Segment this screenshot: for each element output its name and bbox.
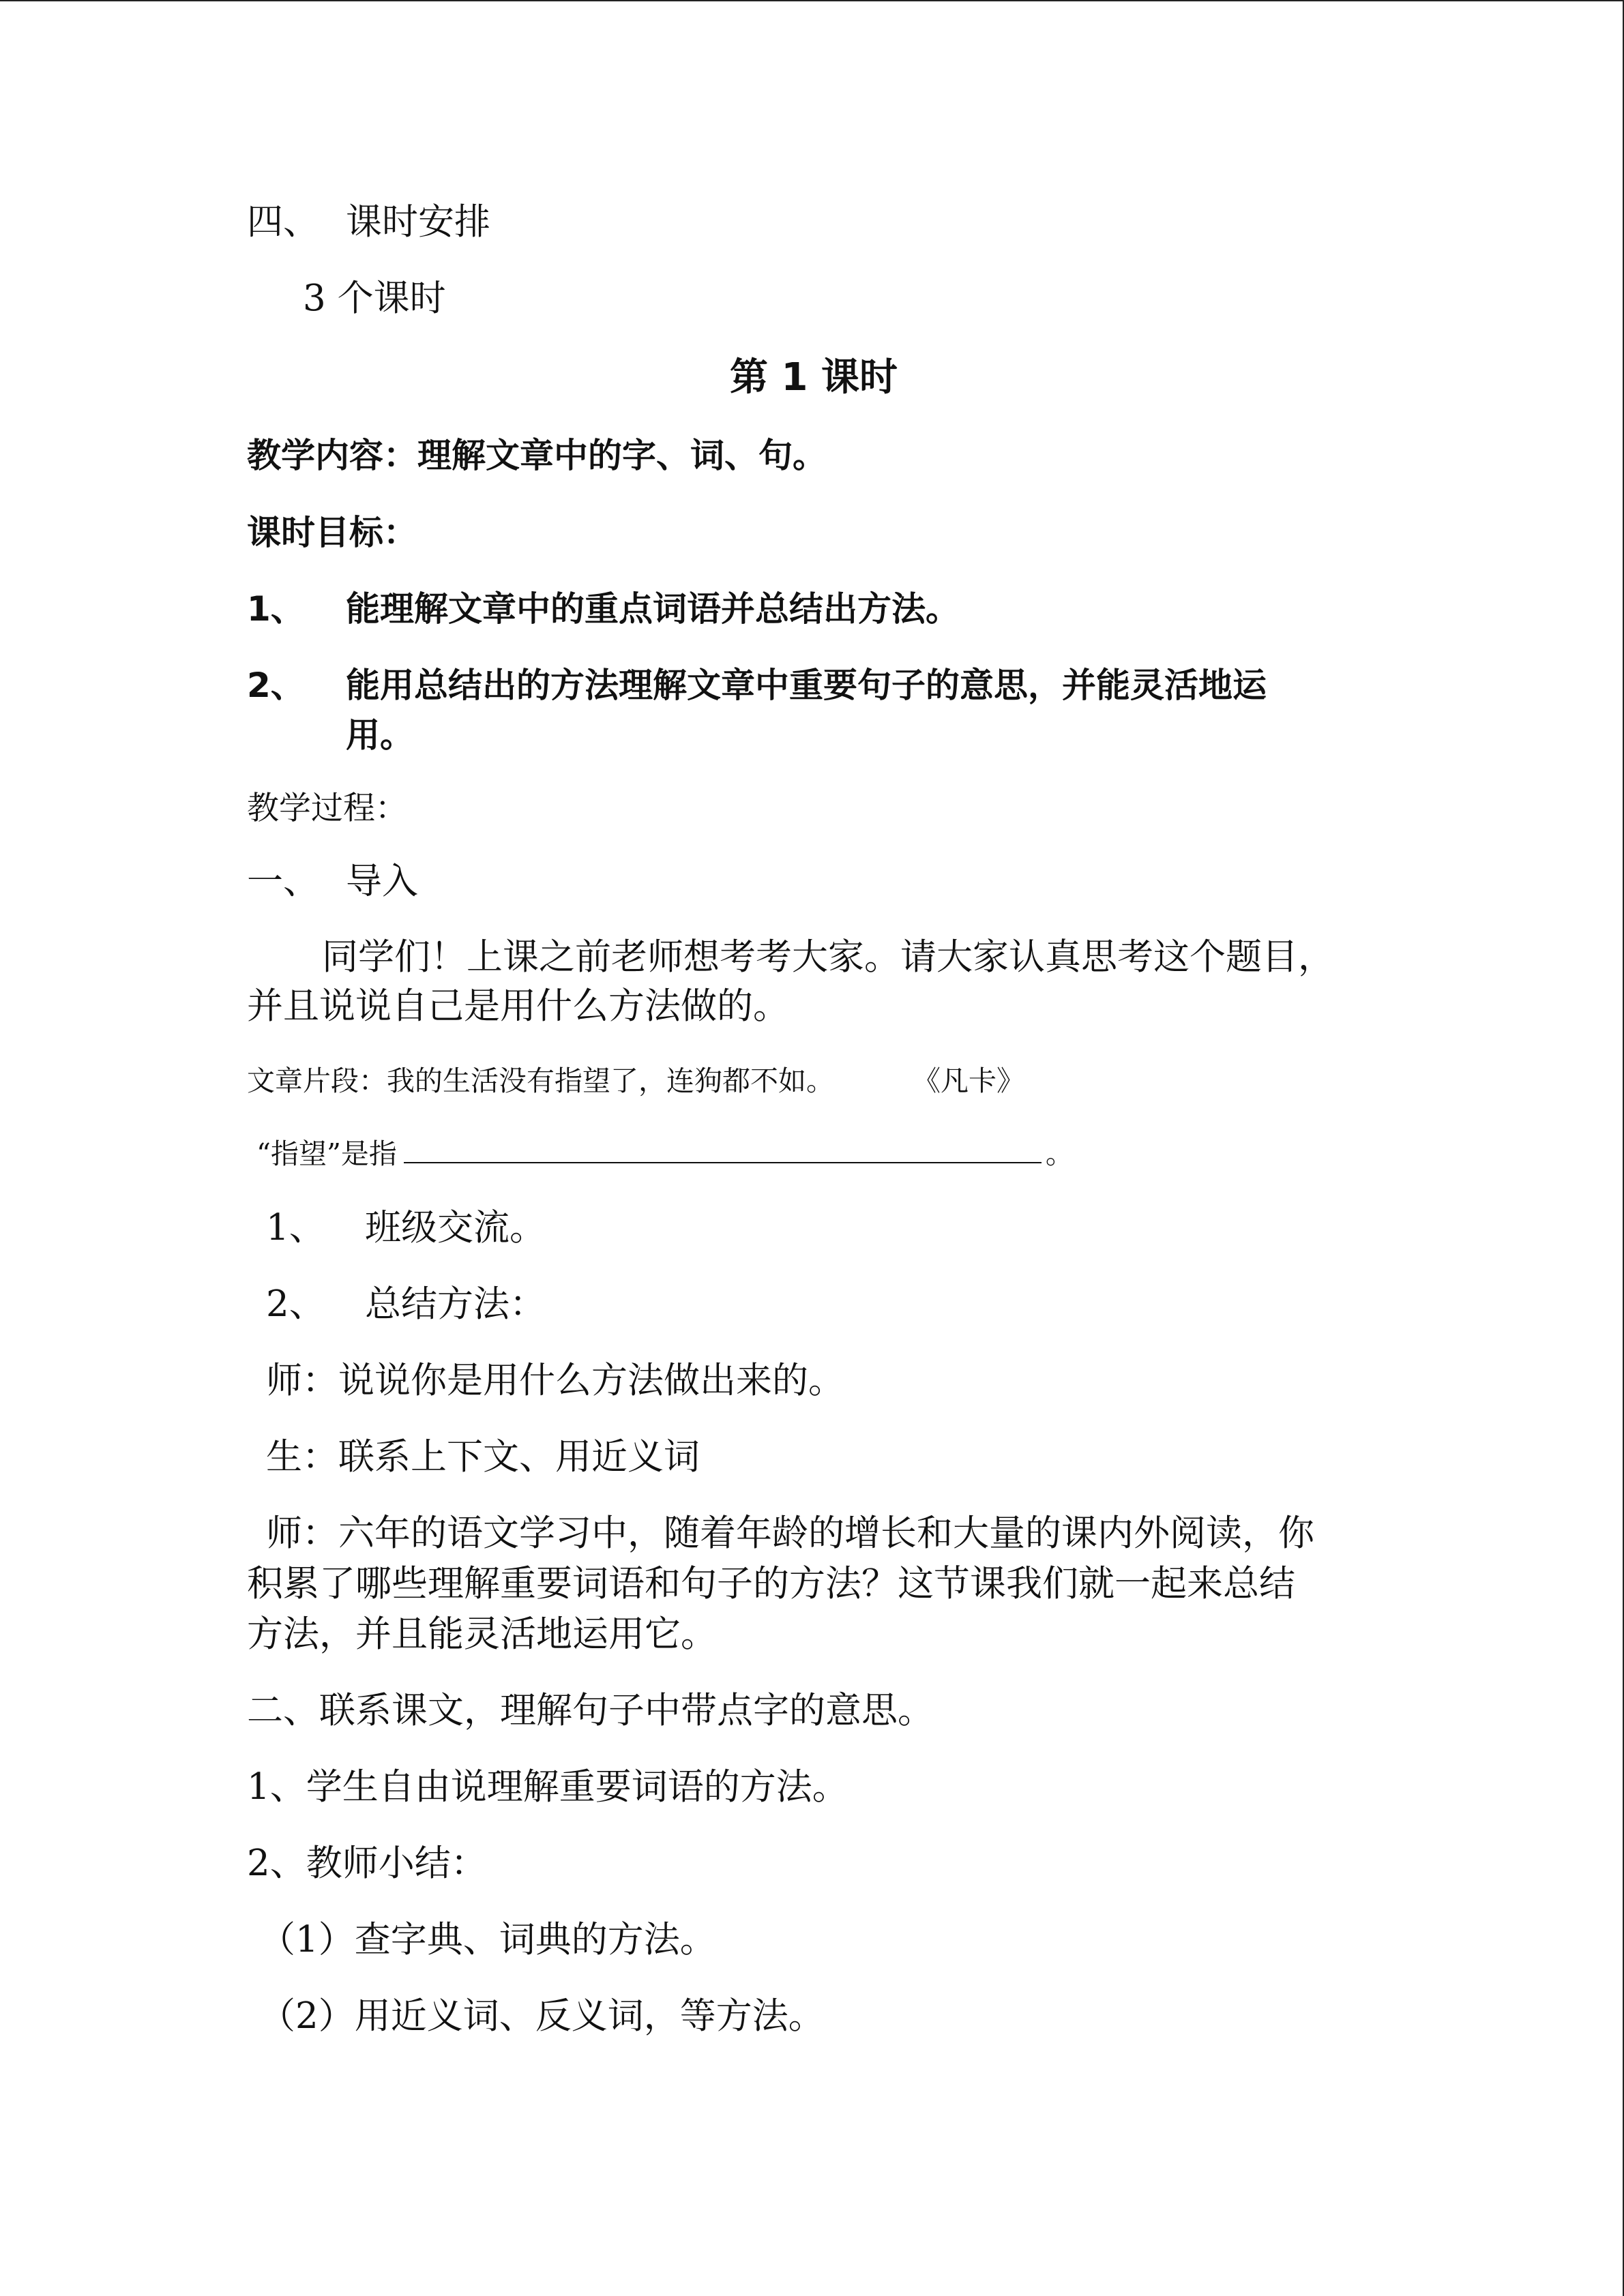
step-number: 一、	[247, 861, 319, 902]
teacher-line-2a: 师：六年的语文学习中，随着年龄的增长和大量的课内外阅读，你	[266, 1512, 1314, 1554]
sub-number: 2、	[266, 1283, 325, 1325]
sub-text: 班级交流。	[365, 1207, 546, 1249]
list-item-2: 2、教师小结：	[247, 1843, 487, 1884]
goal-text: 能用总结出的方法理解文章中重要句子的意思，并能灵活地运	[346, 666, 1267, 705]
sub-number: 1、	[266, 1207, 325, 1249]
intro-paragraph-line-1: 同学们！上课之前老师想考考大家。请大家认真思考这个题目，	[322, 936, 1334, 978]
excerpt-source: 《凡卡》	[913, 1064, 1024, 1097]
goal-number: 1、	[247, 589, 305, 629]
lesson-hours: 3 个课时	[303, 278, 446, 319]
step-heading-2: 二、联系课文，理解句子中带点字的意思。	[247, 1690, 934, 1731]
teacher-line-1: 师：说说你是用什么方法做出来的。	[266, 1360, 844, 1401]
goal-number: 2、	[247, 666, 305, 705]
fill-prefix: “指望”是指	[256, 1137, 397, 1170]
teaching-content: 教学内容：理解文章中的字、词、句。	[247, 436, 827, 475]
lesson-title: 第 1 课时	[730, 355, 898, 400]
intro-paragraph-line-2: 并且说说自己是用什么方法做的。	[247, 985, 789, 1027]
step-heading-1	[247, 857, 418, 906]
list-item-1: 1、学生自由说理解重要词语的方法。	[247, 1766, 848, 1808]
sub-item-2	[266, 1280, 546, 1329]
method-item-1: （1）查字典、词典的方法。	[259, 1919, 716, 1960]
section-title: 课时安排	[346, 201, 490, 243]
section-number: 四、	[247, 201, 319, 243]
method-item-2: （2）用近义词、反义词，等方法。	[259, 1995, 825, 2037]
fill-in-question	[256, 1132, 1074, 1174]
goals-label: 课时目标：	[247, 513, 417, 552]
goal-item-2	[247, 661, 1267, 710]
sub-text: 总结方法：	[365, 1283, 546, 1325]
step-title: 导入	[346, 861, 418, 902]
student-line-1: 生：联系上下文、用近义词	[266, 1436, 700, 1478]
sub-item-1	[266, 1204, 546, 1253]
excerpt-text: 文章片段：我的生活没有指望了，连狗都不如。	[247, 1064, 834, 1097]
process-label: 教学过程：	[247, 790, 407, 827]
goal-text: 能理解文章中的重点词语并总结出方法。	[346, 589, 960, 629]
text-excerpt	[247, 1060, 1024, 1101]
teacher-line-2c: 方法，并且能灵活地运用它。	[247, 1613, 717, 1655]
fill-suffix: 。	[1045, 1137, 1074, 1170]
answer-blank-line	[404, 1132, 1042, 1163]
goal-item-2-continued: 用。	[346, 715, 414, 755]
section-heading-4	[247, 198, 490, 247]
goal-item-1	[247, 584, 960, 633]
teacher-line-2b: 积累了哪些理解重要词语和句子的方法？这节课我们就一起来总结	[247, 1563, 1295, 1605]
